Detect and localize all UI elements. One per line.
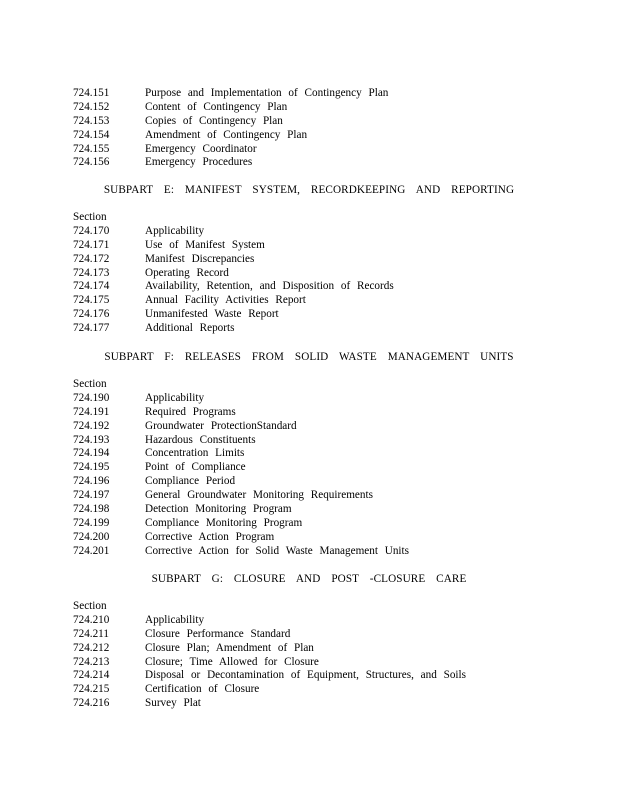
section-label: Section [73,211,107,223]
section-number: 724.191 [73,405,110,418]
section-number: 724.152 [73,100,110,113]
section-label: Section [73,600,107,612]
section-number: 724.154 [73,128,110,141]
section-number: 724.170 [73,224,110,237]
list-item [73,129,593,143]
section-title: Hazardous Constituents [145,433,256,446]
section-title: Certification of Closure [145,683,260,696]
list-item [73,545,593,559]
section-number: 724.197 [73,489,110,502]
section-number: 724.210 [73,613,110,626]
list-item [73,461,593,475]
section-number: 724.173 [73,266,110,279]
section-title: Annual Facility Activities Report [145,294,306,307]
subpart-f-list [73,378,593,559]
section-number: 724.176 [73,308,110,321]
section-title: Applicability [145,391,205,404]
list-item [73,253,593,267]
list-item [73,489,593,503]
section-title: Additional Reports [145,322,235,335]
section-title: Copies of Contingency Plan [145,114,283,127]
list-item [73,101,593,115]
section-title: Concentration Limits [145,447,245,460]
section-title: Availability, Retention, and Disposition of Records [145,280,394,293]
section-number: 724.211 [73,627,109,640]
list-item [73,420,593,434]
list-item [73,614,593,628]
list-item [73,322,593,336]
section-number: 724.216 [73,697,110,710]
section-title: Groundwater ProtectionStandard [145,419,297,432]
subpart-g-list [73,600,593,711]
list-item [73,517,593,531]
section-number: 724.155 [73,142,110,155]
list-item [73,531,593,545]
subpart-e-list [73,211,593,336]
section-number: 724.196 [73,475,110,488]
list-item [73,503,593,517]
section-title: Point of Compliance [145,461,246,474]
section-number: 724.193 [73,433,110,446]
section-number: 724.151 [73,87,110,99]
section-title: Emergency Coordinator [145,142,257,155]
list-item [73,267,593,281]
section-title: Corrective Action Program [145,530,275,543]
section-number: 724.194 [73,447,110,460]
section-title: Disposal or Decontamination of Equipment, Structures, and Soils [145,669,467,682]
section-number: 724.199 [73,516,110,529]
section-title: Unmanifested Waste Report [145,308,279,321]
list-item [73,406,593,420]
subpart-f-heading: SUBPART F: RELEASES FROM SOLID WASTE MANAGEMENT UNITS [104,351,514,363]
list-item [73,115,593,129]
section-title: Applicability [145,613,205,626]
section-title: Compliance Monitoring Program [145,516,303,529]
section-number: 724.192 [73,419,110,432]
section-title: Operating Record [145,266,229,279]
section-title: Closure Plan; Amendment of Plan [145,641,314,654]
section-title: Closure Performance Standard [145,627,291,640]
list-item [73,642,593,656]
section-title: Use of Manifest System [145,238,265,251]
section-number: 724.153 [73,114,110,127]
section-number: 724.175 [73,294,110,307]
section-number: 724.172 [73,252,110,265]
section-title: Required Programs [145,405,236,418]
section-title: Amendment of Contingency Plan [145,128,308,141]
section-number: 724.177 [73,322,110,335]
section-number: 724.198 [73,503,110,516]
section-label: Section [73,378,107,390]
list-item [73,143,593,157]
section-title: General Groundwater Monitoring Requirements [145,489,373,502]
section-number: 724.212 [73,641,110,654]
list-item [73,475,593,489]
section-number: 724.195 [73,461,110,474]
list-item [73,669,593,683]
section-title: Detection Monitoring Program [145,503,292,516]
section-number: 724.214 [73,669,110,682]
section-number: 724.174 [73,280,110,293]
list-item [73,87,593,101]
section-title: Survey Plat [145,697,201,710]
section-number: 724.215 [73,683,110,696]
list-item [73,308,593,322]
list-item [73,434,593,448]
list-item [73,683,593,697]
section-title: Corrective Action for Solid Waste Management Units [145,544,409,557]
section-number: 724.156 [73,156,110,169]
section-title: Manifest Discrepancies [145,252,255,265]
list-item [73,447,593,461]
section-title: Emergency Procedures [145,156,253,169]
list-item [73,280,593,294]
list-item [73,656,593,670]
list-item [73,294,593,308]
section-title: Content of Contingency Plan [145,100,288,113]
section-title: Compliance Period [145,475,236,488]
section-number: 724.171 [73,238,110,251]
section-title: Closure; Time Allowed for Closure [145,655,319,668]
section-number: 724.213 [73,655,110,668]
section-number: 724.190 [73,391,110,404]
list-item [73,392,593,406]
list-item [73,697,593,711]
list-item [73,628,593,642]
list-item [73,225,593,239]
section-title: Purpose and Implementation of Contingency Plan [145,87,389,99]
subpart-e-heading: SUBPART E: MANIFEST SYSTEM, RECORDKEEPING AND REPORTING [103,184,515,196]
list-item [73,156,593,170]
section-title: Applicability [145,224,205,237]
subpart-g-heading: SUBPART G: CLOSURE AND POST -CLOSURE CARE [151,573,467,585]
section-number: 724.200 [73,530,110,543]
section-number: 724.201 [73,544,110,557]
list-item [73,239,593,253]
subpart-d-list [73,87,593,170]
